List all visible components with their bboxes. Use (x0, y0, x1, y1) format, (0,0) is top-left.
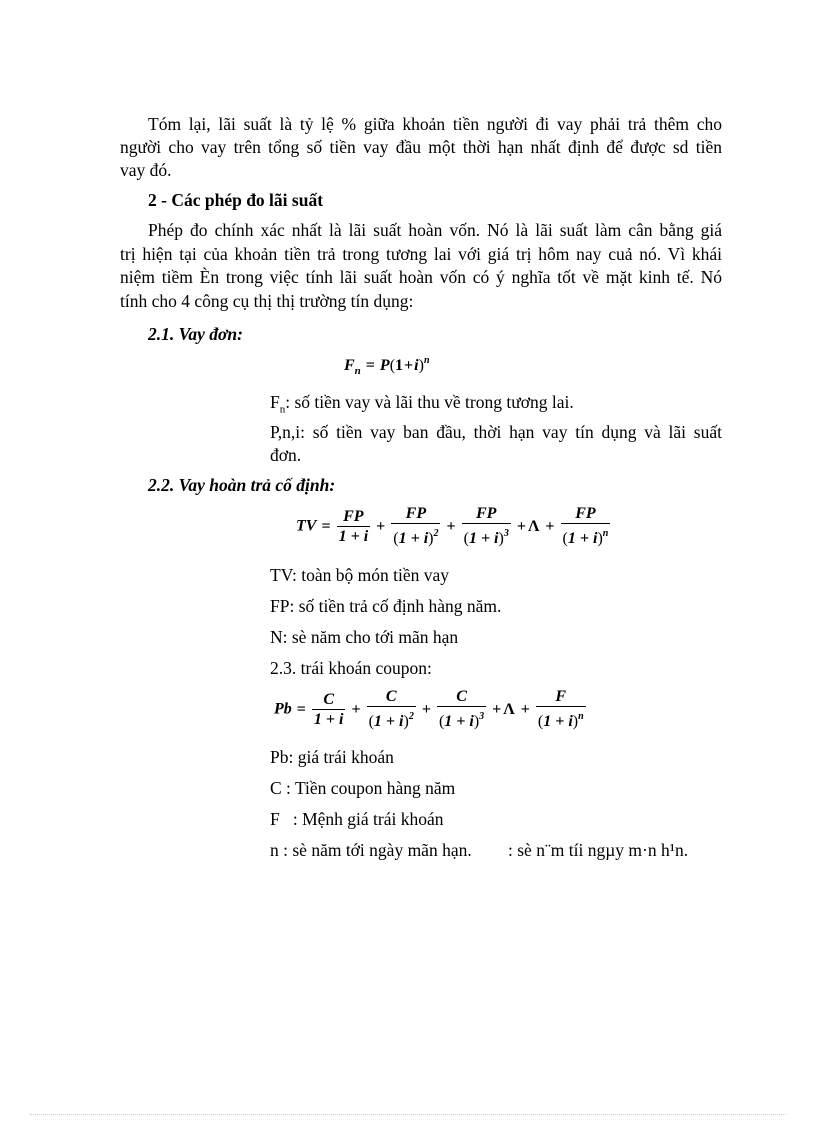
formula-plus: + (351, 700, 361, 718)
formula-pb-symbol: Pb (274, 700, 292, 718)
exponent-3: 3 (503, 528, 509, 539)
fraction-denominator: $(1 + i)^n$ (562, 528, 609, 547)
fraction-term-1 (312, 691, 346, 729)
pb-definition: Pb: giá trái khoán (270, 747, 394, 767)
section-2-para-line-4: tính cho 4 công cụ thị thị trường tín dụng: (120, 291, 414, 311)
formula-p-symbol: P (379, 357, 390, 374)
formula-exponent-n: n (423, 355, 430, 366)
section-2-para-line-1: Phép đo chính xác nhất là lãi suất hoàn vốn. Nó là lãi suất làm cân bằng giá (148, 220, 722, 240)
section-2-2-heading: 2.2. Vay hoàn trả cố định: (148, 475, 336, 495)
fn-description: : số tiền vay và lãi thu về trong tương lai. (285, 392, 574, 412)
formula-plus: + (516, 517, 526, 535)
formula-tv-symbol: TV (296, 517, 317, 535)
section-2-1-heading: 2.1. Vay đơn: (148, 324, 243, 344)
fraction-numerator: F (536, 688, 586, 707)
formula-one: 1 (395, 357, 404, 374)
intro-line-2: người cho vay trên tổng số tiền vay đầu một thời hạn nhất định để được sd tiền (120, 137, 722, 157)
fraction-numerator: C (312, 691, 346, 710)
fraction-numerator: C (367, 688, 416, 707)
formula-i-symbol: i (414, 357, 419, 374)
fraction-denominator: 1 + i (338, 527, 369, 545)
pni-definition-line-2: đơn. (270, 445, 302, 465)
fraction-term-3 (437, 688, 486, 731)
fp-definition: FP: số tiền trả cố định hàng năm. (270, 596, 502, 616)
fraction-numerator: FP (391, 505, 440, 524)
fraction-term-2 (391, 505, 440, 548)
tv-definition: TV: toàn bộ món tiền vay (270, 565, 450, 585)
fraction-numerator: C (437, 688, 486, 707)
fraction-denominator: $(1 + i)^2$ (393, 528, 439, 547)
n-definition: N: sè năm cho tới mãn hạn (270, 627, 459, 647)
fraction-numerator: FP (462, 505, 511, 524)
fraction-numerator: FP (561, 505, 611, 524)
section-2-para-line-3: niệm tiềm Èn trong việc tính lãi suất hoàn vốn có ý nghĩa tốt về mặt kinh tế. Nó (120, 267, 722, 287)
fraction-denominator: $(1 + i)^2$ (368, 711, 414, 730)
fraction-term-2 (367, 688, 416, 731)
garbled-n-years-text: : sè n¨m tíi ngµy m·n h¹n. (508, 840, 689, 860)
formula-ellipsis: Λ (527, 517, 540, 535)
section-2-heading: 2 - Các phép đo lãi suất (148, 190, 324, 210)
formula-ellipsis: Λ (503, 700, 515, 718)
formula-plus: + (520, 700, 530, 718)
exponent-n: n (578, 711, 584, 722)
intro-line-3: vay đó. (120, 160, 172, 180)
fraction-term-n (536, 688, 586, 731)
formula-plus: + (446, 517, 456, 535)
formula-plus: + (404, 357, 414, 375)
n-years-definition: n : sè năm tới ngày mãn hạn. (270, 840, 472, 860)
formula-equals: = (321, 517, 331, 535)
formula-plus: + (421, 700, 431, 718)
fraction-term-n (561, 505, 611, 548)
section-2-3-heading: 2.3. trái khoán coupon: (270, 658, 432, 678)
fraction-denominator: $(1 + i)^n$ (537, 711, 584, 730)
formula-fn-symbol: F (344, 357, 355, 374)
fn-definition (270, 391, 574, 421)
intro-line-1: Tóm lại, lãi suất là tỷ lệ % giữa khoản tiền người đi vay phải trả thêm cho (148, 114, 722, 134)
fraction-numerator: FP (337, 508, 371, 527)
fixed-payment-loan-formula (296, 505, 611, 548)
exponent-2: 2 (408, 711, 414, 722)
formula-equals: = (365, 357, 375, 375)
fn-label-subscript: n (279, 403, 286, 416)
formula-equals: = (296, 700, 306, 718)
fraction-denominator: 1 + i (313, 710, 344, 728)
formula-plus: + (492, 700, 502, 718)
exponent-n: n (602, 528, 609, 539)
c-definition: C : Tiền coupon hàng năm (270, 778, 456, 798)
fraction-denominator: $(1 + i)^3$ (463, 528, 509, 547)
exponent-2: 2 (433, 528, 439, 539)
section-2-para-line-2: trị hiện tại của khoản tiền trả trong tương lai với giá trị hôm nay cuả nó. Vì khái (120, 244, 722, 264)
fn-label: F (270, 392, 280, 412)
simple-loan-formula: $F_n = P(1+i)^n$ (344, 355, 430, 377)
fraction-term-1 (337, 508, 371, 546)
coupon-bond-formula (274, 688, 587, 731)
formula-plus: + (376, 517, 386, 535)
exponent-3: 3 (479, 711, 485, 722)
fraction-denominator: $(1 + i)^3$ (438, 711, 485, 730)
fraction-term-3 (462, 505, 511, 548)
f-definition: F : Mệnh giá trái khoán (270, 809, 444, 829)
pni-definition-line-1: P,n,i: số tiền vay ban đầu, thời hạn vay tín dụng và lãi suất (270, 422, 722, 442)
formula-plus: + (545, 517, 555, 535)
page-bottom-divider (30, 1114, 786, 1115)
formula-fn-subscript: n (354, 365, 361, 377)
